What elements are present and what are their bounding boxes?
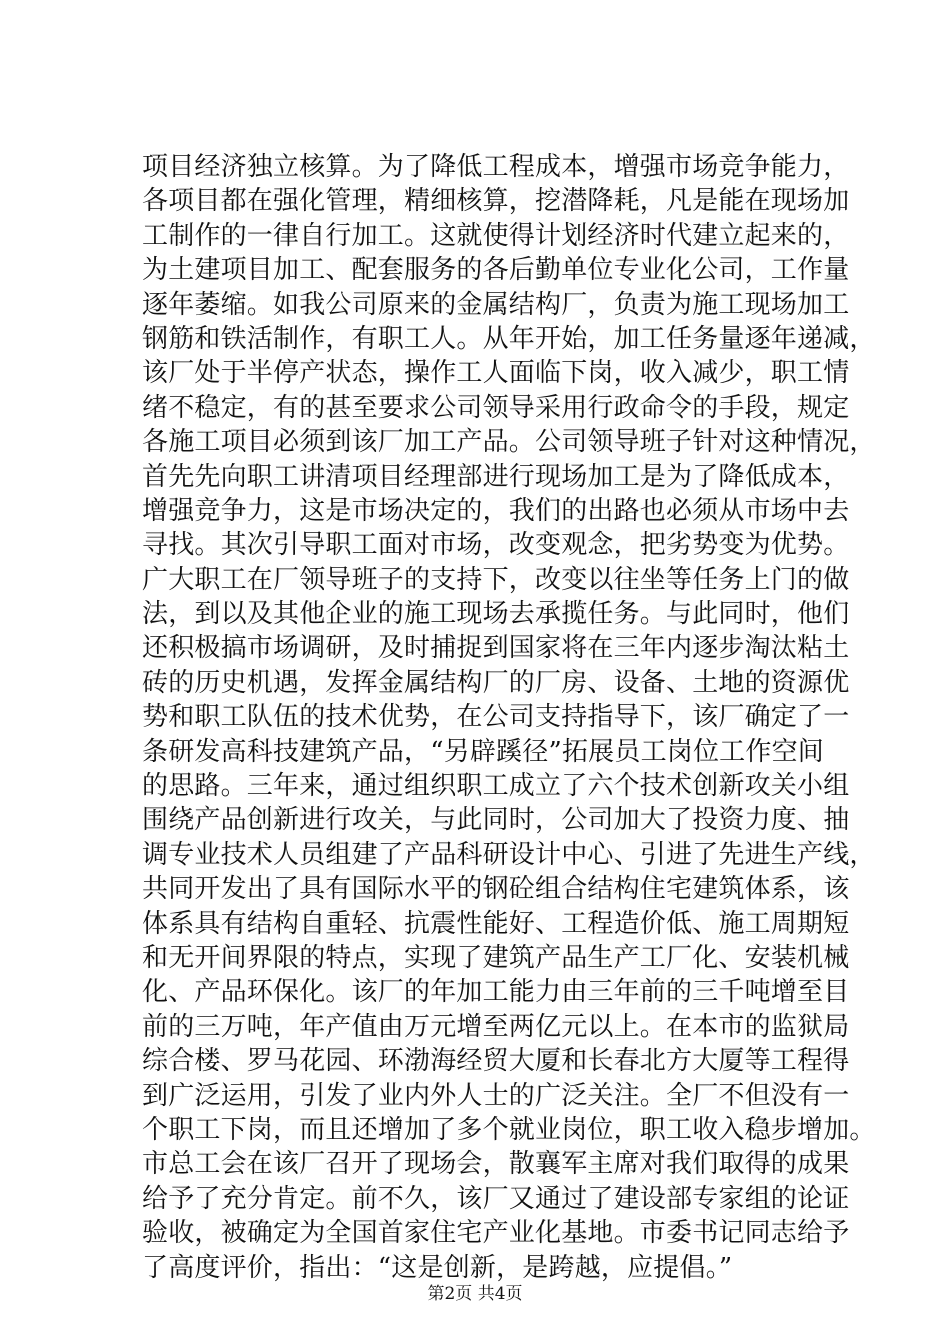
page-number-footer: 第2页 共4页 [427, 1284, 523, 1304]
text-line: 各施工项目必须到该厂加工产品。公司领导班子针对这种情况， [142, 427, 876, 458]
text-line: 了高度评价，指出：“这是创新，是跨越，应提倡。” [142, 1252, 733, 1283]
text-line: 广大职工在厂领导班子的支持下，改变以往坐等任务上门的做 [142, 564, 850, 595]
text-line: 条研发高科技建筑产品，“另辟蹊径”拓展员工岗位工作空间 [142, 736, 824, 767]
text-line: 共同开发出了具有国际水平的钢砼组合结构住宅建筑体系，该 [142, 874, 850, 905]
text-line: 还积极搞市场调研，及时捕捉到国家将在三年内逐步淘汰粘土 [142, 633, 850, 664]
text-line: 寻找。其次引导职工面对市场，改变观念，把劣势变为优势。 [142, 530, 850, 561]
text-line: 验收，被确定为全国首家住宅产业化基地。市委书记同志给予 [142, 1218, 850, 1249]
text-line: 围绕产品创新进行攻关，与此同时，公司加大了投资力度、抽 [142, 805, 850, 836]
document-body [142, 150, 876, 1285]
text-line: 势和职工队伍的技术优势，在公司支持指导下，该厂确定了一 [142, 702, 850, 733]
text-line: 绪不稳定，有的甚至要求公司领导采用行政命令的手段，规定 [142, 392, 850, 423]
text-line: 到广泛运用，引发了业内外人士的广泛关注。全厂不但没有一 [142, 1080, 850, 1111]
text-line: 各项目都在强化管理，精细核算，挖潜降耗，凡是能在现场加 [142, 186, 850, 217]
text-line: 综合楼、罗马花园、环渤海经贸大厦和长春北方大厦等工程得 [142, 1046, 850, 1077]
text-line: 该厂处于半停产状态，操作工人面临下岗，收入减少，职工情 [142, 358, 850, 389]
text-line: 工制作的一律自行加工。这就使得计划经济时代建立起来的， [142, 220, 850, 251]
text-line: 法，到以及其他企业的施工现场去承揽任务。与此同时，他们 [142, 599, 850, 630]
text-line: 体系具有结构自重轻、抗震性能好、工程造价低、施工周期短 [142, 908, 850, 939]
text-line: 化、产品环保化。该厂的年加工能力由三年前的三千吨增至目 [142, 977, 850, 1008]
text-line: 个职工下岗，而且还增加了多个就业岗位，职工收入稳步增加。 [142, 1114, 876, 1145]
text-line: 为土建项目加工、配套服务的各后勤单位专业化公司，工作量 [142, 255, 850, 286]
text-line: 项目经济独立核算。为了降低工程成本，增强市场竞争能力， [142, 152, 850, 182]
text-line: 逐年萎缩。如我公司原来的金属结构厂，负责为施工现场加工 [142, 289, 850, 320]
text-line: 给予了充分肯定。前不久，该厂又通过了建设部专家组的论证 [142, 1183, 850, 1214]
text-line: 砖的历史机遇，发挥金属结构厂的厂房、设备、土地的资源优 [142, 667, 850, 698]
text-line: 首先先向职工讲清项目经理部进行现场加工是为了降低成本， [142, 461, 850, 492]
text-line: 市总工会在该厂召开了现场会，散襄军主席对我们取得的成果 [142, 1149, 850, 1180]
text-line: 的思路。三年来，通过组织职工成立了六个技术创新攻关小组 [142, 771, 850, 802]
text-line: 钢筋和铁活制作，有职工人。从年开始，加工任务量逐年递减， [142, 323, 876, 354]
text-line: 调专业技术人员组建了产品科研设计中心、引进了先进生产线， [142, 839, 876, 870]
text-line: 前的三万吨，年产值由万元增至两亿元以上。在本市的监狱局 [142, 1011, 850, 1042]
text-line: 和无开间界限的特点，实现了建筑产品生产工厂化、安装机械 [142, 942, 850, 973]
text-line: 增强竞争力，这是市场决定的，我们的出路也必须从市场中去 [142, 495, 850, 526]
